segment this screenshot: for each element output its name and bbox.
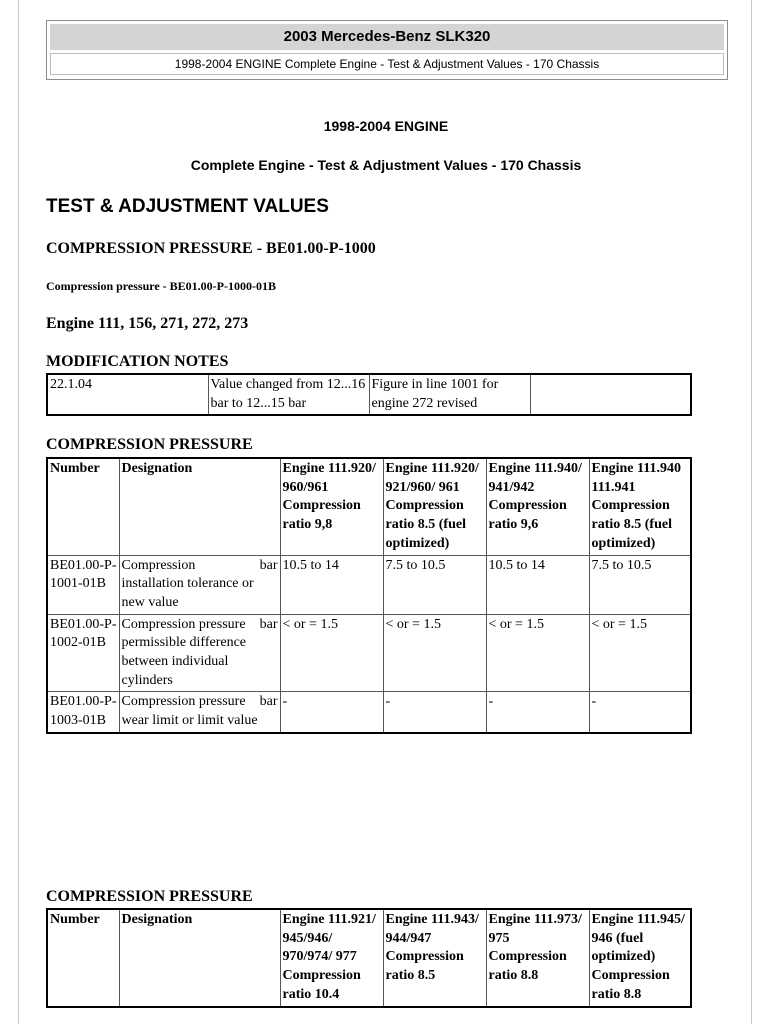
table-header-row	[47, 458, 691, 555]
table-row	[47, 692, 691, 733]
compression-table-2	[46, 908, 692, 1008]
value-cell: 10.5 to 14	[280, 555, 383, 614]
vehicle-title: 2003 Mercedes-Benz SLK320	[50, 24, 724, 50]
column-header: Engine 111.921/ 945/946/ 970/974/ 977 Compression ratio 10.4	[280, 909, 383, 1007]
table-row	[47, 555, 691, 614]
value-cell: < or = 1.5	[589, 614, 691, 692]
note-date: 22.1.04	[47, 374, 208, 415]
column-header: Designation	[119, 458, 280, 555]
column-header: Engine 111.973/ 975 Compression ratio 8.8	[486, 909, 589, 1007]
column-header: Designation	[119, 909, 280, 1007]
value-cell: 10.5 to 14	[486, 555, 589, 614]
document-header	[46, 20, 728, 80]
designation-text: Compression installation tolerance or new value	[121, 557, 254, 610]
modification-notes-heading: MODIFICATION NOTES	[46, 353, 229, 370]
value-cell: -	[383, 692, 486, 733]
value-cell: 7.5 to 10.5	[589, 555, 691, 614]
column-header: Number	[47, 458, 119, 555]
designation-text: Compression pressure permissible difference between individual cylinders	[121, 616, 247, 688]
note-figure: Figure in line 1001 for engine 272 revised	[369, 374, 530, 415]
value-cell: 7.5 to 10.5	[383, 555, 486, 614]
subsection-title: Complete Engine - Test & Adjustment Values - 170 Chassis	[190, 157, 582, 173]
section-title: 1998-2004 ENGINE	[323, 118, 449, 134]
unit-label: bar	[259, 694, 278, 710]
value-cell: -	[280, 692, 383, 733]
engine-list: Engine 111, 156, 271, 272, 273	[46, 315, 249, 332]
compression-table-1	[46, 457, 692, 734]
column-header: Engine 111.945/ 946 (fuel optimized) Compression ratio 8.8	[589, 909, 691, 1007]
row-number: BE01.00-P-1002-01B	[47, 614, 119, 692]
value-cell: -	[589, 692, 691, 733]
row-number: BE01.00-P-1003-01B	[47, 692, 119, 733]
value-cell: -	[486, 692, 589, 733]
designation-text: Compression pressure wear limit or limit value	[121, 694, 258, 729]
value-cell: < or = 1.5	[486, 614, 589, 692]
main-heading: TEST & ADJUSTMENT VALUES	[46, 196, 329, 217]
column-header: Engine 111.940 111.941 Compression ratio 8.5 (fuel optimized)	[589, 458, 691, 555]
column-header: Number	[47, 909, 119, 1007]
table-header-row	[47, 909, 691, 1007]
modification-notes-table	[46, 373, 692, 416]
unit-label: bar	[259, 557, 278, 573]
table1-heading: COMPRESSION PRESSURE	[46, 436, 253, 453]
row-number: BE01.00-P-1001-01B	[47, 555, 119, 614]
compression-heading: COMPRESSION PRESSURE - BE01.00-P-1000	[46, 240, 376, 257]
compression-subheading: Compression pressure - BE01.00-P-1000-01B	[46, 279, 277, 293]
table-row	[47, 374, 691, 415]
note-extra	[530, 374, 691, 415]
value-cell: < or = 1.5	[383, 614, 486, 692]
column-header: Engine 111.943/ 944/947 Compression ratio 8.5	[383, 909, 486, 1007]
column-header: Engine 111.920/ 960/961 Compression ratio 9,8	[280, 458, 383, 555]
value-cell: < or = 1.5	[280, 614, 383, 692]
unit-label: bar	[259, 616, 278, 632]
table-row	[47, 614, 691, 692]
table2-heading: COMPRESSION PRESSURE	[46, 888, 253, 905]
column-header: Engine 111.920/ 921/960/ 961 Compression ratio 8.5 (fuel optimized)	[383, 458, 486, 555]
row-designation	[119, 692, 280, 733]
row-designation	[119, 614, 280, 692]
document-subtitle: 1998-2004 ENGINE Complete Engine - Test & Adjustment Values - 170 Chassis	[50, 53, 724, 75]
note-change: Value changed from 12...16 bar to 12...15 bar	[208, 374, 369, 415]
row-designation	[119, 555, 280, 614]
column-header: Engine 111.940/ 941/942 Compression ratio 9,6	[486, 458, 589, 555]
